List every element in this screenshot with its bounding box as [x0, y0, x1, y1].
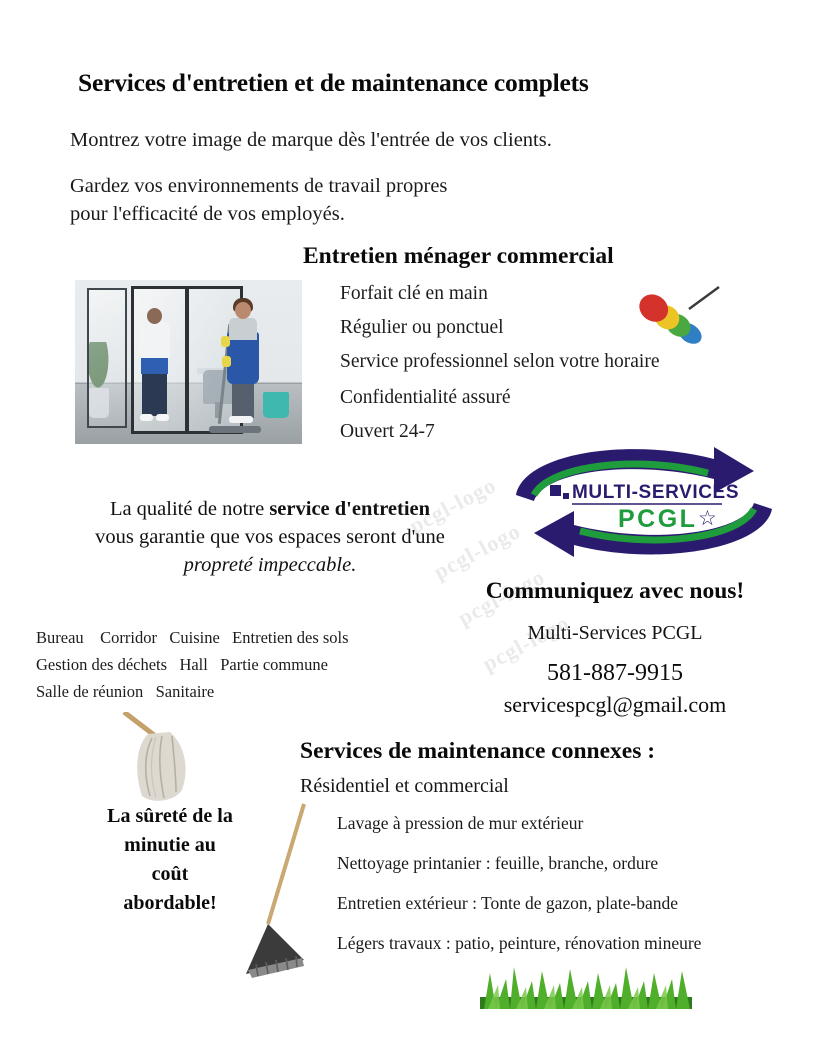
- list-item: Régulier ou ponctuel: [340, 317, 504, 338]
- keyword: Gestion des déchets: [36, 655, 168, 674]
- keyword-row: [36, 678, 436, 705]
- company-name: Multi-Services PCGL: [527, 622, 703, 644]
- keyword: Sanitaire: [155, 682, 215, 701]
- office-cleaning-photo: [75, 280, 302, 444]
- list-item: Nettoyage printanier : feuille, branche, ordure: [337, 853, 659, 873]
- watermark-line: pcgl-logo: [429, 518, 525, 585]
- keyword: Bureau: [36, 628, 84, 647]
- quality-text-1: La qualité de notre: [109, 498, 270, 520]
- logo-bottom-text: PCGL: [618, 505, 698, 533]
- quality-text-bold: service d'entretien: [269, 498, 431, 520]
- logo-top-text: MULTI-SERVICES: [572, 482, 740, 503]
- quality-text-italic: propreté impeccable.: [183, 554, 357, 576]
- string-mop-icon: [118, 712, 210, 807]
- list-item: Ouvert 24-7: [340, 421, 435, 442]
- keyword-row: [36, 624, 436, 651]
- intro-line-2: Gardez vos environnements de travail propres: [70, 175, 448, 197]
- multi-services-pcgl-logo: [508, 443, 780, 563]
- email-address[interactable]: servicespcgl@gmail.com: [503, 692, 727, 717]
- contact-heading: Communiquez avec nous!: [485, 578, 745, 604]
- slogan: [60, 802, 280, 918]
- slogan-line: minutie au: [124, 834, 216, 856]
- logo-star-icon: ☆: [698, 507, 717, 530]
- watermark-line: pcgl-logo: [453, 563, 549, 631]
- slogan-line: abordable!: [123, 892, 217, 914]
- slogan-line: coût: [151, 863, 189, 885]
- quality-statement: [40, 495, 500, 579]
- watermark-line: pcgl-logo: [478, 609, 574, 677]
- feather-duster-icon: [627, 283, 723, 353]
- keyword: Partie commune: [220, 655, 328, 674]
- maintenance-subheading: Résidentiel et commercial: [300, 775, 509, 797]
- green-grass-strip: [480, 963, 692, 1009]
- page-title: Services d'entretien et de maintenance complets: [78, 68, 589, 97]
- service-keywords: [36, 624, 436, 705]
- keyword: Salle de réunion: [36, 682, 144, 701]
- list-item: Confidentialité assuré: [340, 387, 511, 408]
- list-item: Légers travaux : patio, peinture, rénovation mineure: [337, 933, 702, 953]
- intro-line-1: Montrez votre image de marque dès l'entrée de vos clients.: [70, 129, 552, 151]
- quality-text-2: vous garantie que vos espaces seront d'une: [95, 526, 445, 548]
- keyword: Corridor: [100, 628, 157, 647]
- list-item: Entretien extérieur : Tonte de gazon, plate-bande: [337, 893, 679, 913]
- keyword: Hall: [179, 655, 208, 674]
- commercial-section-heading: Entretien ménager commercial: [303, 243, 614, 269]
- watermark-line: pcgl-logo: [404, 472, 501, 539]
- list-item: Service professionnel selon votre horaire: [340, 351, 660, 372]
- list-item: Lavage à pression de mur extérieur: [337, 813, 584, 833]
- intro-line-3: pour l'efficacité de vos employés.: [70, 203, 345, 225]
- keyword: Cuisine: [169, 628, 220, 647]
- intro-paragraph: [70, 172, 630, 228]
- keyword-row: [36, 651, 436, 678]
- maintenance-section-heading: Services de maintenance connexes :: [300, 738, 656, 764]
- slogan-line: La sûreté de la: [107, 805, 233, 827]
- list-item: Forfait clé en main: [340, 283, 488, 304]
- phone-number[interactable]: 581-887-9915: [547, 660, 683, 686]
- maintenance-service-list: [337, 812, 807, 972]
- keyword: Entretien des sols: [232, 628, 349, 647]
